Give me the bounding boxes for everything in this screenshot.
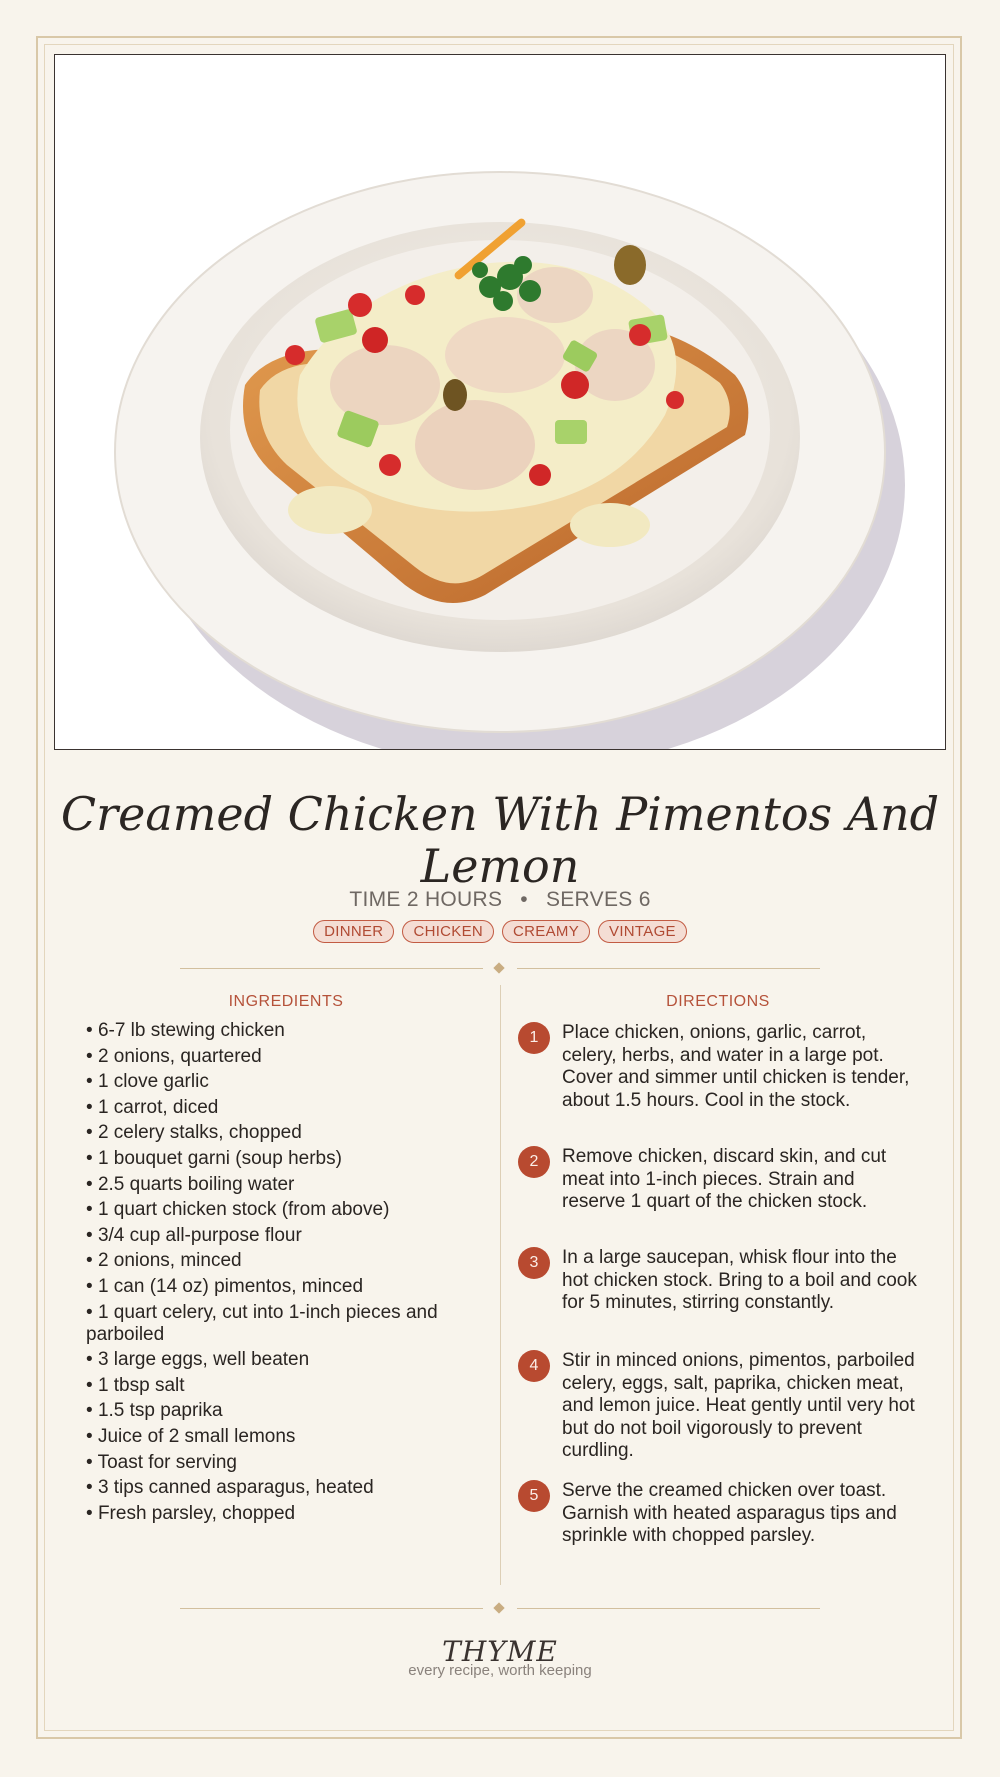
- brand-logo: THYME: [442, 1635, 558, 1668]
- ingredient-item: • Juice of 2 small lemons: [86, 1426, 486, 1448]
- step-text: Place chicken, onions, garlic, carrot, celery, herbs, and water in a large pot. Cover and simmer until chicken is tender, about 1.5 hours. Cool in the stock.: [562, 1022, 910, 1111]
- hero-image: [54, 54, 946, 750]
- step-text: Remove chicken, discard skin, and cut meat into 1-inch pieces. Strain and reserve 1 quart of the chicken stock.: [562, 1146, 887, 1212]
- ingredient-item: • 1 can (14 oz) pimentos, minced: [86, 1276, 486, 1298]
- recipe-meta: [0, 888, 1000, 912]
- ingredient-item: • 1 carrot, diced: [86, 1097, 486, 1119]
- ingredient-item: • 1 tbsp salt: [86, 1375, 486, 1397]
- ingredient-item: • 1 quart celery, cut into 1-inch pieces and parboiled: [86, 1302, 486, 1346]
- step-number-badge: 5: [518, 1480, 550, 1512]
- ingredient-item: • 6-7 lb stewing chicken: [86, 1020, 486, 1042]
- step-text: Stir in minced onions, pimentos, parboiled celery, eggs, salt, paprika, chicken meat, and lemon juice. Heat gently until very hot but do not boil vigorously to prevent curdling.: [562, 1350, 915, 1461]
- step-number-badge: 4: [518, 1350, 550, 1382]
- ingredient-item: • 1 clove garlic: [86, 1071, 486, 1093]
- ingredient-item: • Fresh parsley, chopped: [86, 1503, 486, 1525]
- recipe-title: Creamed Chicken With Pimentos And Lemon: [60, 787, 940, 893]
- brand-tagline: every recipe, worth keeping: [408, 1662, 592, 1679]
- time-label: TIME 2 HOURS: [349, 888, 503, 911]
- tag-dinner[interactable]: DINNER: [313, 920, 394, 943]
- directions-heading: DIRECTIONS: [666, 993, 770, 1010]
- tag-creamy[interactable]: CREAMY: [502, 920, 590, 943]
- column-separator: [500, 985, 501, 1585]
- top-divider: [180, 962, 820, 976]
- ingredient-item: • 2 celery stalks, chopped: [86, 1122, 486, 1144]
- step-text: Serve the creamed chicken over toast. Garnish with heated asparagus tips and sprinkle with chopped parsley.: [562, 1480, 897, 1546]
- ingredient-item: • 1 bouquet garni (soup herbs): [86, 1148, 486, 1170]
- divider-diamond-icon: [493, 1602, 504, 1613]
- ingredient-item: • 2 onions, minced: [86, 1250, 486, 1272]
- ingredient-item: • 2 onions, quartered: [86, 1046, 486, 1068]
- dish-illustration: [55, 55, 946, 750]
- ingredient-item: • 3/4 cup all-purpose flour: [86, 1225, 486, 1247]
- tag-chicken[interactable]: CHICKEN: [402, 920, 494, 943]
- meta-separator: •: [520, 888, 528, 911]
- step-number-badge: 2: [518, 1146, 550, 1178]
- divider-diamond-icon: [493, 962, 504, 973]
- step-number-badge: 1: [518, 1022, 550, 1054]
- ingredient-item: • 1 quart chicken stock (from above): [86, 1199, 486, 1221]
- bottom-divider: [180, 1602, 820, 1616]
- ingredient-item: • 1.5 tsp paprika: [86, 1400, 486, 1422]
- tag-list: [0, 920, 1000, 943]
- ingredient-item: • 3 tips canned asparagus, heated: [86, 1477, 486, 1499]
- ingredients-heading: INGREDIENTS: [228, 993, 344, 1010]
- tag-vintage[interactable]: VINTAGE: [598, 920, 687, 943]
- ingredient-item: • 3 large eggs, well beaten: [86, 1349, 486, 1371]
- step-text: In a large saucepan, whisk flour into the hot chicken stock. Bring to a boil and cook for 5 minutes, stirring constantly.: [562, 1247, 917, 1313]
- ingredients-list: [86, 1020, 486, 1528]
- ingredient-item: • 2.5 quarts boiling water: [86, 1174, 486, 1196]
- step-number-badge: 3: [518, 1247, 550, 1279]
- serves-label: SERVES 6: [545, 888, 651, 911]
- ingredient-item: • Toast for serving: [86, 1452, 486, 1474]
